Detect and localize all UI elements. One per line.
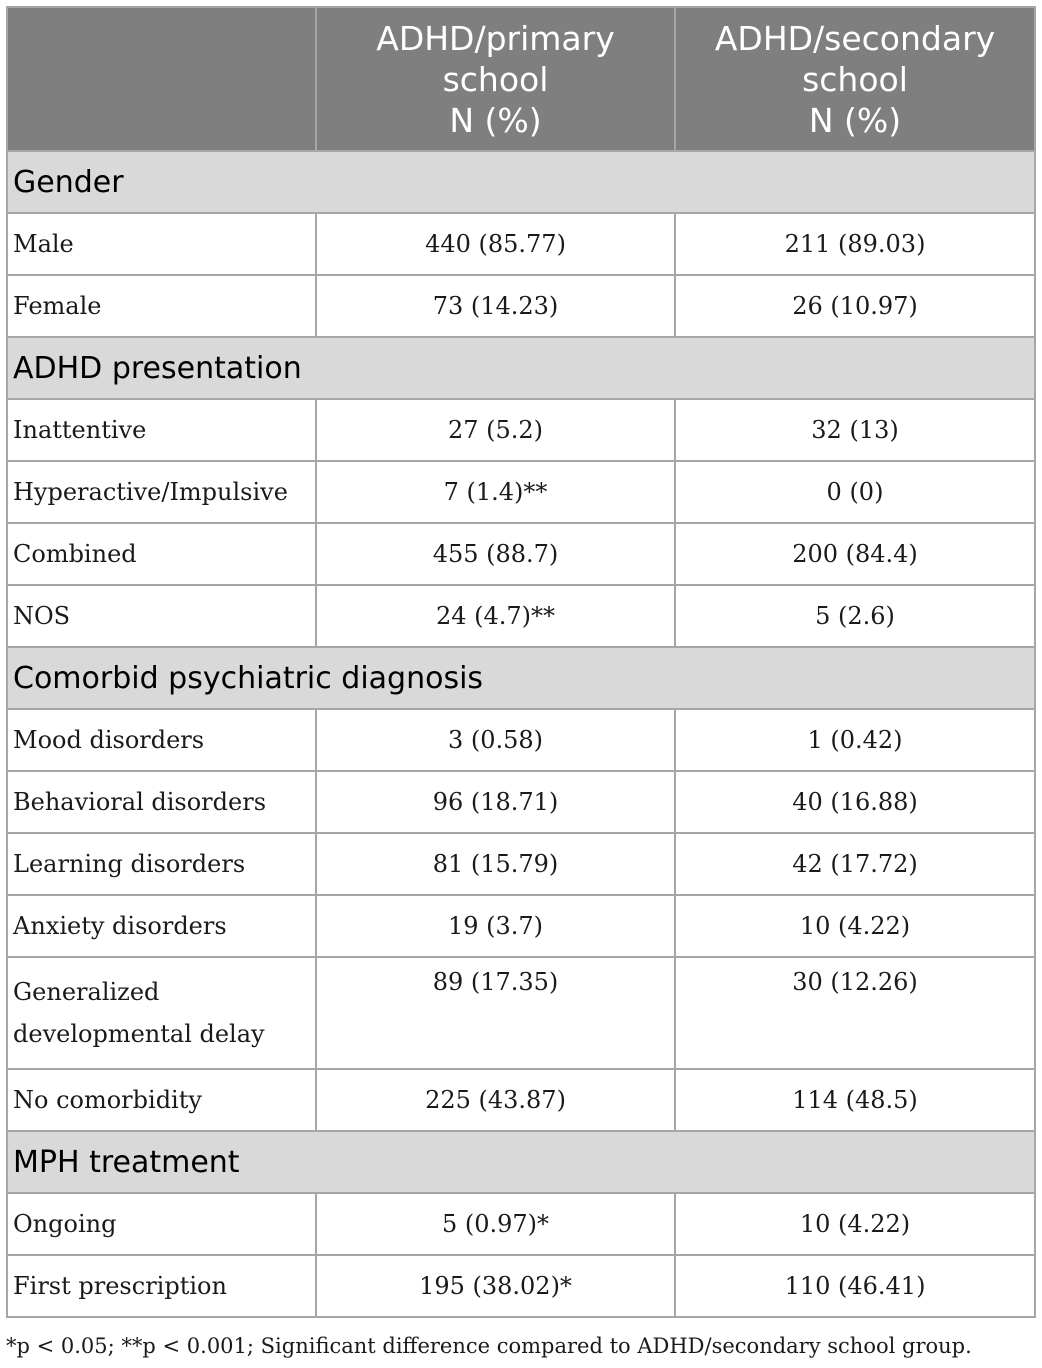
primary-value: 3 (0.58) (316, 709, 675, 771)
row-label: Female (7, 275, 316, 337)
primary-value: 455 (88.7) (316, 523, 675, 585)
header-primary-line-3: N (%) (449, 100, 542, 140)
row-label: NOS (7, 585, 316, 647)
primary-value: 24 (4.7)** (316, 585, 675, 647)
table-row (7, 1193, 1035, 1255)
row-label: Behavioral disorders (7, 771, 316, 833)
table-row (7, 275, 1035, 337)
secondary-value: 0 (0) (675, 461, 1035, 523)
header-primary-school (316, 7, 675, 151)
row-label: Combined (7, 523, 316, 585)
section-title: Comorbid psychiatric diagnosis (7, 647, 1035, 709)
secondary-value: 1 (0.42) (675, 709, 1035, 771)
secondary-value: 10 (4.22) (675, 1193, 1035, 1255)
primary-value: 7 (1.4)** (316, 461, 675, 523)
table-row (7, 895, 1035, 957)
header-primary-line-2: school (442, 59, 549, 99)
secondary-value: 40 (16.88) (675, 771, 1035, 833)
table-row (7, 399, 1035, 461)
header-secondary-line-3: N (%) (808, 100, 902, 140)
section-row-gender (7, 151, 1035, 213)
row-label-line-1: Generalized (13, 978, 160, 1006)
table-row (7, 957, 1035, 1069)
table-row (7, 709, 1035, 771)
table-row (7, 523, 1035, 585)
table-row (7, 771, 1035, 833)
header-primary-line-1: ADHD/primary (376, 18, 615, 58)
row-label: First prescription (7, 1255, 316, 1317)
secondary-value: 114 (48.5) (675, 1069, 1035, 1131)
secondary-value: 30 (12.26) (675, 957, 1035, 1069)
secondary-value: 5 (2.6) (675, 585, 1035, 647)
header-empty-cell (7, 7, 316, 151)
section-row-adhd-presentation (7, 337, 1035, 399)
row-label: Mood disorders (7, 709, 316, 771)
table-footnote: *p < 0.05; **p < 0.001; Significant difference compared to ADHD/secondary school group. (6, 1334, 972, 1358)
row-label: Hyperactive/Impulsive (7, 461, 316, 523)
row-label-line-2: developmental delay (13, 1020, 265, 1048)
header-row (7, 7, 1035, 151)
primary-value: 5 (0.97)* (316, 1193, 675, 1255)
row-label: Male (7, 213, 316, 275)
secondary-value: 10 (4.22) (675, 895, 1035, 957)
section-title: MPH treatment (7, 1131, 1035, 1193)
primary-value: 81 (15.79) (316, 833, 675, 895)
section-title: ADHD presentation (7, 337, 1035, 399)
results-table-container (6, 6, 1034, 1318)
secondary-value: 32 (13) (675, 399, 1035, 461)
secondary-value: 200 (84.4) (675, 523, 1035, 585)
header-secondary-school (675, 7, 1035, 151)
primary-value: 73 (14.23) (316, 275, 675, 337)
primary-value: 27 (5.2) (316, 399, 675, 461)
table-row (7, 1069, 1035, 1131)
secondary-value: 26 (10.97) (675, 275, 1035, 337)
primary-value: 96 (18.71) (316, 771, 675, 833)
results-table (6, 6, 1036, 1318)
header-secondary-line-2: school (802, 59, 908, 99)
secondary-value: 211 (89.03) (675, 213, 1035, 275)
row-label (7, 957, 316, 1069)
primary-value: 225 (43.87) (316, 1069, 675, 1131)
section-row-mph-treatment (7, 1131, 1035, 1193)
row-label: No comorbidity (7, 1069, 316, 1131)
table-row (7, 213, 1035, 275)
primary-value: 19 (3.7) (316, 895, 675, 957)
primary-value: 440 (85.77) (316, 213, 675, 275)
table-row (7, 833, 1035, 895)
section-title: Gender (7, 151, 1035, 213)
row-label: Inattentive (7, 399, 316, 461)
row-label: Anxiety disorders (7, 895, 316, 957)
section-row-comorbid-diagnosis (7, 647, 1035, 709)
header-secondary-line-1: ADHD/secondary (714, 18, 996, 58)
secondary-value: 42 (17.72) (675, 833, 1035, 895)
row-label: Ongoing (7, 1193, 316, 1255)
table-row (7, 461, 1035, 523)
secondary-value: 110 (46.41) (675, 1255, 1035, 1317)
row-label: Learning disorders (7, 833, 316, 895)
primary-value: 89 (17.35) (316, 957, 675, 1069)
primary-value: 195 (38.02)* (316, 1255, 675, 1317)
table-row (7, 1255, 1035, 1317)
table-row (7, 585, 1035, 647)
